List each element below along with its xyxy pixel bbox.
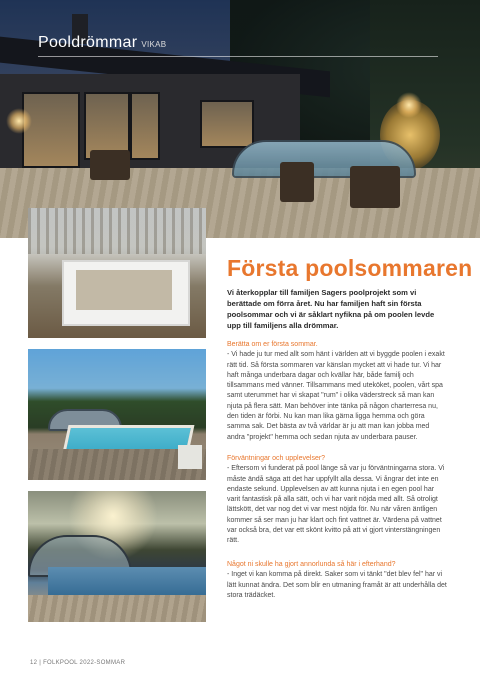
article-title: Första poolsommaren [227,255,473,281]
pool-water [48,567,206,597]
bare-trees [28,208,206,254]
chair [178,445,202,469]
article-lead: Vi återkopplar till familjen Sagers poolprojekt som vi berättade om förra året. Nu har familjen haft sin första poolsommar och vi är såklart nyfikna på om poolen levde upp till familjens alla drömmar. [227,288,435,330]
section-header [38,34,166,52]
deck [28,595,206,622]
finished-pool-photo [28,349,206,480]
qa-block [227,454,449,547]
question: Något ni skulle ha gjort annorlunda så här i efterhand? [227,561,396,568]
qa-block [227,340,449,443]
question: Berätta om er första sommar. [227,341,318,348]
section-title: Pooldrömmar [38,34,138,51]
deck-chair [280,162,314,202]
house-window [200,100,254,148]
page-footer: 12 | FOLKPOOL 2022-SOMMAR [30,660,126,666]
deck-chair [350,166,400,208]
question: Förväntningar och upplevelser? [227,455,326,462]
answer: - Vi hade ju tur med allt som hänt i världen att vi byggde poolen i exakt rätt tid. Så första sommaren var känslan mycket att vi hade tur. Vi har haft många underbara dagar och kvällar här, både familj och tillsammans med vänner. Tillsammans med uteköket, poolen, vårt spa samt uterummet har vi skapat "rum" i olika väderstreck så man kan njuta på flera sätt. Man behöver inte tänka på någon charterresa nu, den tiden är förbi. Nu kan man lika gärna ligga hemma och göra samma sak. Det bästa av två världar är ju att man kan jobba med andra "projekt" hemma och sedan njuta av underbara pauser. [227,351,445,441]
garden-lamp [396,92,422,118]
lounge-chair [90,150,130,180]
garden-lamp [6,108,32,134]
answer: - Eftersom vi funderat på pool länge så var ju förväntningarna stora. Vi måste ändå säga att det har uppfyllt alla dessa. Vi ångrar det inte en endaste sekund. Upplevelsen av att kunna njuta i en egen pool har varit fantastisk på alla sätt, och vi har varit nöjda med allt. Så otroligt lättskött, det var nog det vi var mest nöjda för. Nu när våren äntligen kommer så ser man ju har klart och fint vattnet är. Värdena på vattnet var också bra, det var ett skönt kvitto på att vi gjort vinterstängningen rätt. [227,465,445,545]
construction-photo [28,208,206,338]
answer: - Inget vi kan komma på direkt. Saker som vi tänkt "det blev fel" har vi lätt kunnat ändra. Det som blir en utmaning framåt är att underhålla det stora trädäcket. [227,571,447,599]
house-window [22,92,80,168]
hero-photo [0,0,480,238]
qa-block [227,560,449,601]
swimming-photo [28,491,206,622]
house-window [130,92,160,160]
pool-pit [76,270,172,310]
section-subtitle: VIKAB [141,40,167,49]
header-rule [38,56,438,57]
